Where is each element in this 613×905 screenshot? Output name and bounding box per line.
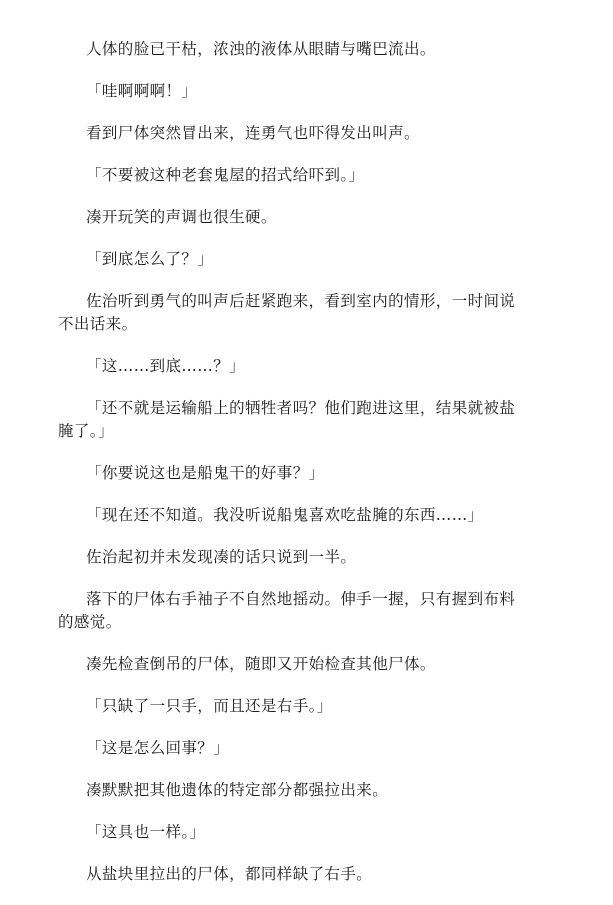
dialogue-3: 「到底怎么了？」 xyxy=(86,250,214,268)
dialogue-2: 「不要被这种老套鬼屋的招式给吓到。」 xyxy=(86,166,365,184)
dialogue-5 xyxy=(58,397,548,443)
paragraph-1: 人体的脸已干枯，浓浊的液体从眼睛与嘴巴流出。 xyxy=(86,40,436,58)
paragraph-6-line-2: 的感觉。 xyxy=(58,613,122,631)
paragraph-4-line-2: 不出话来。 xyxy=(58,315,138,333)
paragraph-7: 凑先检查倒吊的尸体，随即又开始检查其他尸体。 xyxy=(86,655,436,673)
dialogue-1: 「哇啊啊啊！」 xyxy=(86,82,198,100)
dialogue-9: 「这是怎么回事？」 xyxy=(86,739,230,757)
dialogue-10: 「这具也一样。」 xyxy=(86,823,206,841)
dialogue-8: 「只缺了一只手，而且还是右手。」 xyxy=(86,697,333,715)
paragraph-8: 凑默默把其他遗体的特定部分都强拉出来。 xyxy=(86,781,389,799)
document-page xyxy=(58,38,548,905)
paragraph-6 xyxy=(58,588,548,634)
paragraph-2: 看到尸体突然冒出来，连勇气也吓得发出叫声。 xyxy=(86,124,420,142)
dialogue-7: 「现在还不知道。我没听说船鬼喜欢吃盐腌的东西……」 xyxy=(86,506,484,524)
paragraph-5: 佐治起初并未发现凑的话只说到一半。 xyxy=(86,548,357,566)
paragraph-4-line-1: 佐治听到勇气的叫声后赶紧跑来，看到室内的情形，一时间说 xyxy=(86,292,516,310)
dialogue-4: 「这……到底……？」 xyxy=(86,357,246,375)
paragraph-4 xyxy=(58,290,548,336)
paragraph-9: 从盐块里拉出的尸体，都同样缺了右手。 xyxy=(86,865,373,883)
paragraph-3: 凑开玩笑的声调也很生硬。 xyxy=(86,208,277,226)
dialogue-5-line-1: 「还不就是运输船上的牺牲者吗？他们跑进这里，结果就被盐 xyxy=(86,399,516,417)
paragraph-6-line-1: 落下的尸体右手袖子不自然地摇动。伸手一握，只有握到布料 xyxy=(86,590,516,608)
dialogue-5-line-2: 腌了。」 xyxy=(58,422,114,440)
dialogue-6: 「你要说这也是船鬼干的好事？」 xyxy=(86,464,325,482)
